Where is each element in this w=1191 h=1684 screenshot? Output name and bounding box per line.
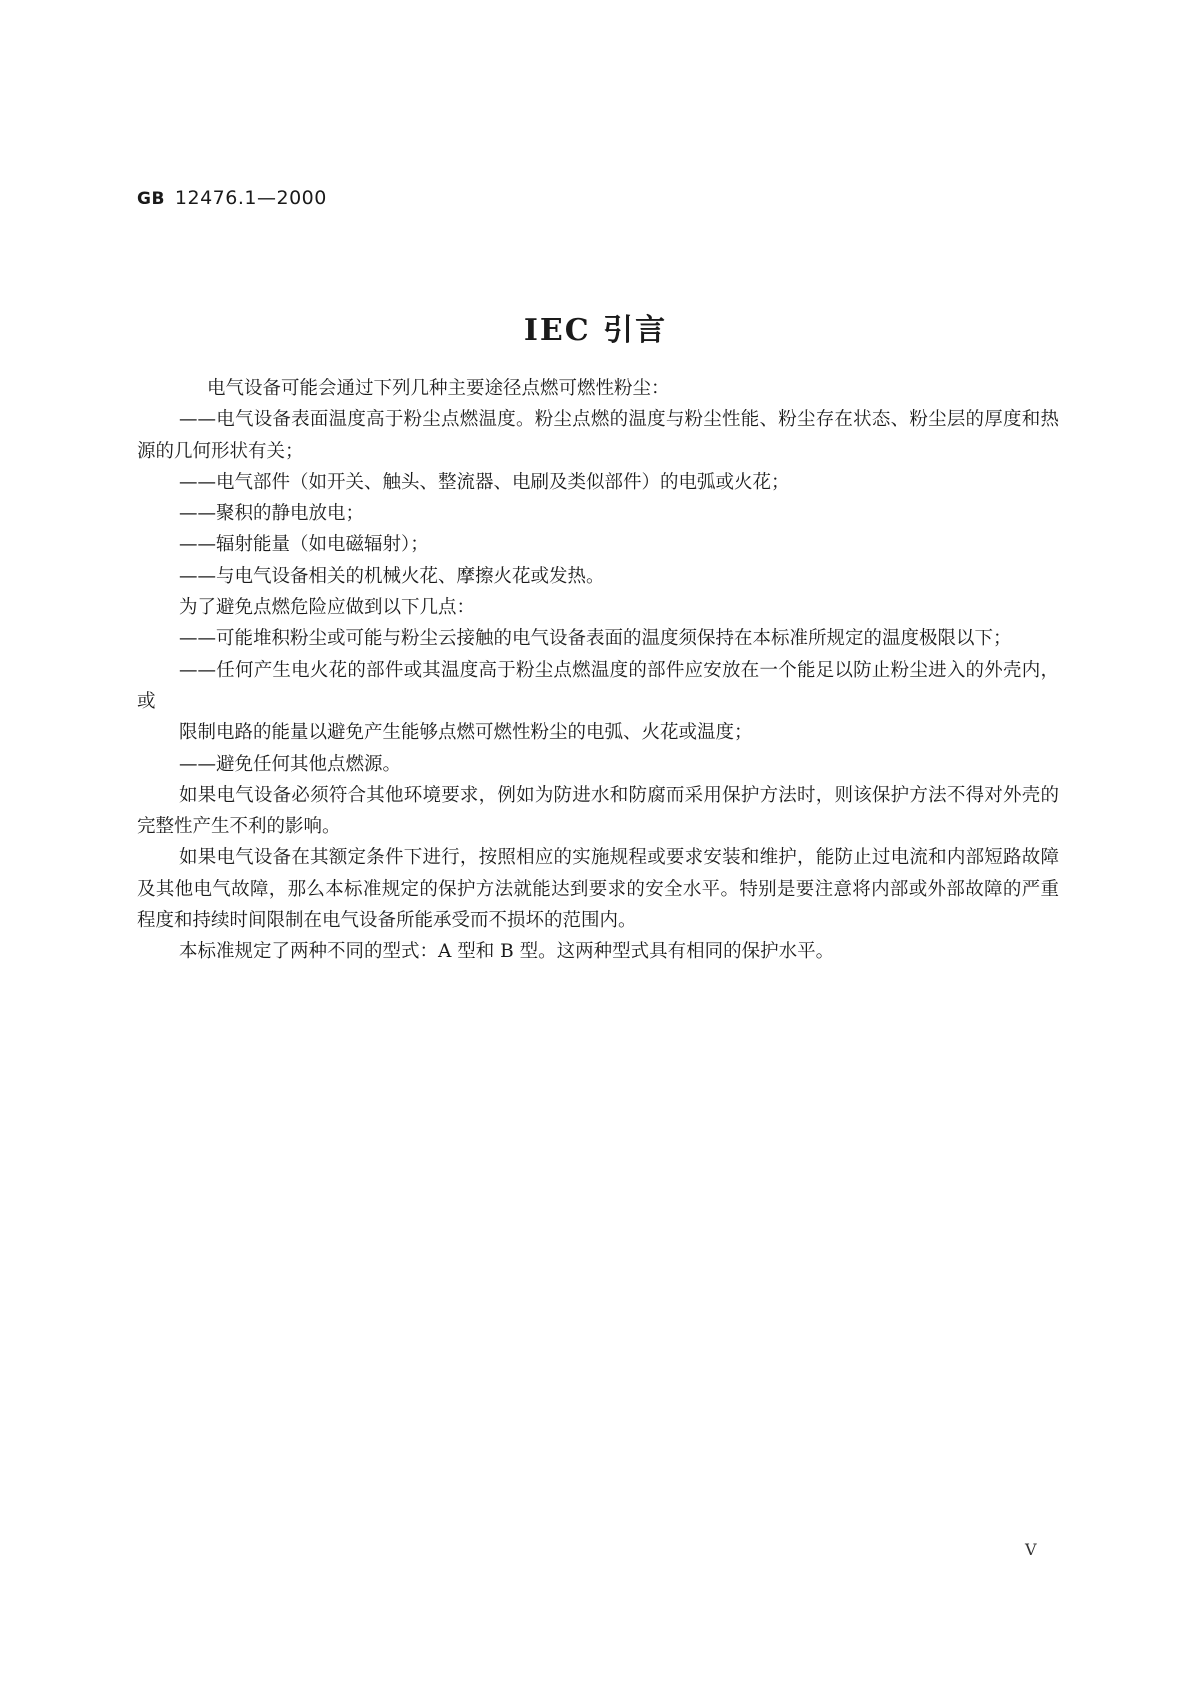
list-item-enclosure: ——任何产生电火花的部件或其温度高于粉尘点燃温度的部件应安放在一个能足以防止粉尘进入的外壳内，或	[137, 659, 1059, 712]
list-item-radiation: ——辐射能量（如电磁辐射）；	[179, 534, 429, 556]
standard-header	[137, 187, 327, 209]
body-text	[137, 373, 1059, 968]
page-number: V	[1025, 1540, 1037, 1559]
list-item-arc-spark: ——电气部件（如开关、触头、整流器、电刷及类似部件）的电弧或火花；	[179, 471, 790, 493]
standard-prefix: GB	[137, 189, 165, 209]
list-item-surface-temperature: ——电气设备表面温度高于粉尘点燃温度。粉尘点燃的温度与粉尘性能、粉尘存在状态、粉尘层的厚度和热源的几何形状有关；	[137, 409, 1059, 462]
paragraph-limit-energy: 限制电路的能量以避免产生能够点燃可燃性粉尘的电弧、火花或温度；	[179, 722, 753, 744]
paragraph-rated-conditions: 如果电气设备在其额定条件下进行，按照相应的实施规程或要求安装和维护，能防止过电流和内部短路故障及其他电气故障，那么本标准规定的保护方法就能达到要求的安全水平。特别是要注意将内部或外部故障的严重程度和持续时间限制在电气设备所能承受而不损坏的范围内。	[137, 847, 1059, 932]
list-item-static-discharge: ——聚积的静电放电；	[179, 503, 365, 525]
list-item-other-sources: ——避免任何其他点燃源。	[179, 753, 402, 775]
paragraph-intro: 电气设备可能会通过下列几种主要途径点燃可燃性粉尘：	[207, 378, 670, 399]
standard-number: 12476.1—2000	[174, 187, 327, 209]
paragraph-environment: 如果电气设备必须符合其他环境要求，例如为防进水和防腐而采用保护方法时，则该保护方法不得对外壳的完整性产生不利的影响。	[137, 784, 1059, 838]
section-title: IEC 引言	[523, 313, 668, 348]
paragraph-types: 本标准规定了两种不同的型式：A 型和 B 型。这两种型式具有相同的保护水平。	[179, 941, 835, 963]
list-item-temperature-limit: ——可能堆积粉尘或可能与粉尘云接触的电气设备表面的温度须保持在本标准所规定的温度极限以下；	[179, 628, 1012, 650]
list-item-mechanical-spark: ——与电气设备相关的机械火花、摩擦火花或发热。	[179, 565, 605, 587]
paragraph-avoid-ignition: 为了避免点燃危险应做到以下几点：	[179, 597, 476, 619]
